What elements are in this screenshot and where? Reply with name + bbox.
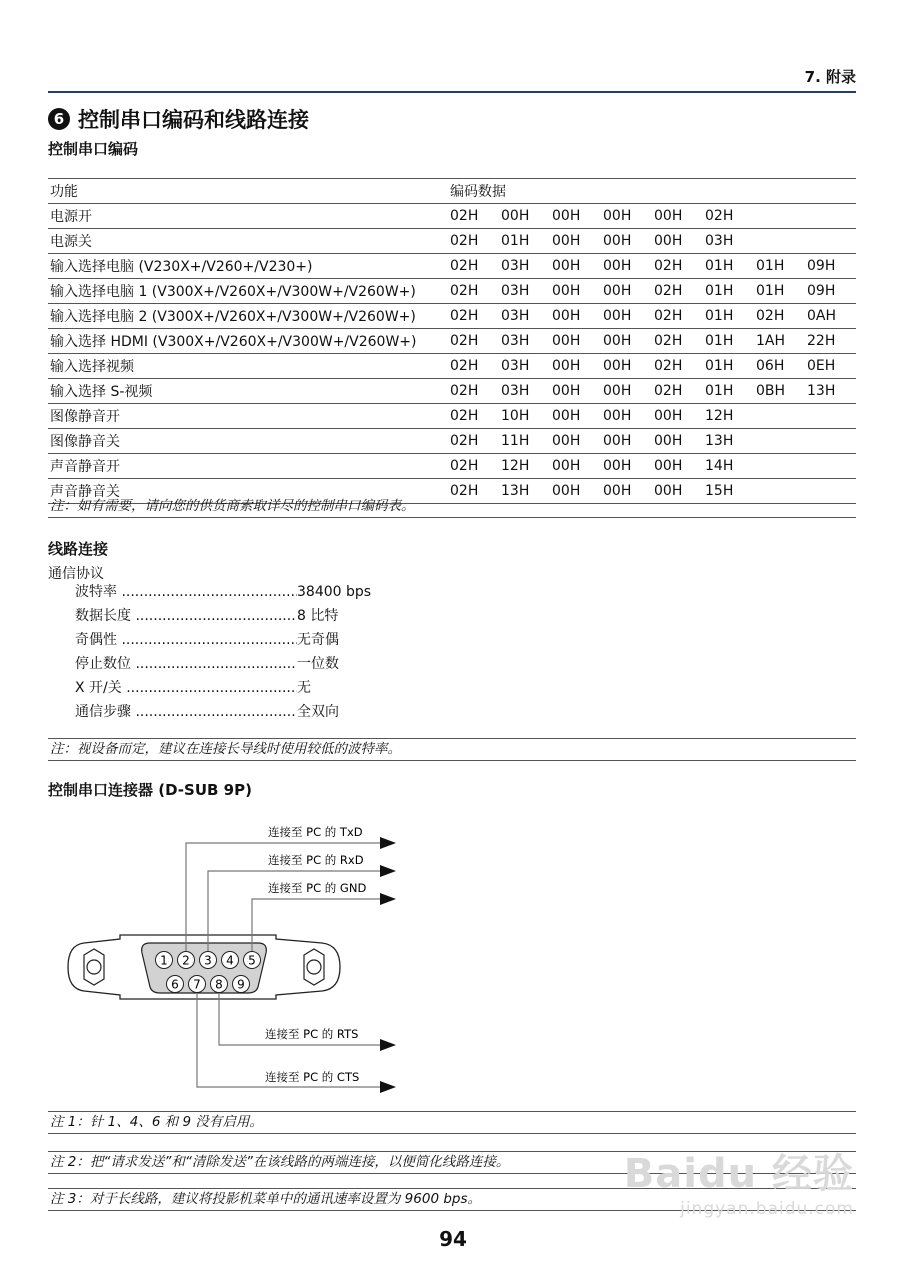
watermark-url: jingyan.baidu.com xyxy=(680,1199,854,1219)
svg-text:1: 1 xyxy=(160,953,168,968)
page-number: 94 xyxy=(439,1227,467,1251)
code-byte-cell: 01H xyxy=(703,279,754,304)
param-value: 8 比特 xyxy=(297,608,339,624)
code-byte-cell: 00H xyxy=(601,404,652,429)
codes-heading: 控制串口编码 xyxy=(48,140,139,158)
pin-2 xyxy=(178,952,195,969)
arrow-rxd-icon xyxy=(380,865,396,877)
section-header: 7. 附录 xyxy=(804,68,856,86)
table-row xyxy=(48,404,856,429)
code-byte-cell: 00H xyxy=(601,229,652,254)
pin-4 xyxy=(222,952,239,969)
function-cell: 输入选择视频 xyxy=(48,354,448,379)
code-byte-cell xyxy=(754,404,805,429)
code-byte-cell: 02H xyxy=(448,304,499,329)
label-gnd: 连接至 PC 的 GND xyxy=(268,881,367,895)
code-byte-cell: 03H xyxy=(499,254,550,279)
code-byte-cell: 0EH xyxy=(805,354,856,379)
code-byte-cell: 00H xyxy=(601,454,652,479)
code-byte-cell: 01H xyxy=(703,304,754,329)
code-byte-cell: 03H xyxy=(499,379,550,404)
svg-text:2: 2 xyxy=(182,953,190,968)
code-byte-cell: 1AH xyxy=(754,329,805,354)
pin-3 xyxy=(200,952,217,969)
baidu-watermark xyxy=(624,1142,854,1219)
code-byte-cell: 13H xyxy=(805,379,856,404)
code-byte-cell: 00H xyxy=(550,429,601,454)
code-byte-cell: 00H xyxy=(550,404,601,429)
code-byte-cell: 0AH xyxy=(805,304,856,329)
code-byte-cell: 00H xyxy=(550,204,601,229)
svg-text:9: 9 xyxy=(237,977,245,992)
code-byte-cell: 02H xyxy=(448,254,499,279)
protocol-param-row xyxy=(75,652,371,676)
code-byte-cell: 02H xyxy=(448,479,499,504)
code-byte-cell: 03H xyxy=(499,329,550,354)
code-byte-cell: 02H xyxy=(652,279,703,304)
pin-6 xyxy=(167,976,184,993)
code-byte-cell: 02H xyxy=(448,454,499,479)
code-byte-cell: 01H xyxy=(703,379,754,404)
codes-note: 注：如有需要，请向您的供货商索取详尽的控制串口编码表。 xyxy=(48,496,856,518)
function-cell: 声音静音开 xyxy=(48,454,448,479)
right-screw-hole xyxy=(307,960,321,974)
page-title xyxy=(48,104,309,134)
title-text: 控制串口编码和线路连接 xyxy=(78,108,309,132)
code-byte-cell: 15H xyxy=(703,479,754,504)
function-cell: 图像静音关 xyxy=(48,429,448,454)
code-byte-cell: 00H xyxy=(550,329,601,354)
code-byte-cell: 12H xyxy=(703,404,754,429)
table-row xyxy=(48,229,856,254)
code-byte-cell: 00H xyxy=(550,379,601,404)
protocol-label: 通信协议 xyxy=(48,566,104,582)
code-byte-cell: 02H xyxy=(652,304,703,329)
code-byte-cell: 00H xyxy=(499,204,550,229)
function-cell: 图像静音开 xyxy=(48,404,448,429)
code-byte-cell xyxy=(754,229,805,254)
param-value: 无奇偶 xyxy=(297,632,339,648)
function-cell: 电源开 xyxy=(48,204,448,229)
code-byte-cell: 00H xyxy=(601,354,652,379)
code-byte-cell: 02H xyxy=(754,304,805,329)
code-byte-cell: 00H xyxy=(601,379,652,404)
connector-note-3: 注 3：对于长线路，建议将投影机菜单中的通讯速率设置为 9600 bps。 xyxy=(48,1188,856,1211)
code-byte-cell: 02H xyxy=(448,429,499,454)
function-cell: 电源关 xyxy=(48,229,448,254)
code-byte-cell: 03H xyxy=(499,354,550,379)
code-byte-cell: 03H xyxy=(499,304,550,329)
column-header-function: 功能 xyxy=(48,179,448,204)
code-byte-cell: 03H xyxy=(703,229,754,254)
param-value: 全双向 xyxy=(297,704,339,720)
code-byte-cell: 00H xyxy=(601,204,652,229)
arrow-gnd-icon xyxy=(380,893,396,905)
code-byte-cell: 01H xyxy=(703,254,754,279)
table-row xyxy=(48,429,856,454)
table-header-row xyxy=(48,179,856,204)
code-byte-cell: 02H xyxy=(448,279,499,304)
left-screw-hole xyxy=(87,960,101,974)
code-byte-cell: 00H xyxy=(652,479,703,504)
line-heading: 线路连接 xyxy=(48,540,109,558)
code-byte-cell: 13H xyxy=(703,429,754,454)
code-byte-cell: 00H xyxy=(601,429,652,454)
param-key: 停止数位 ..... xyxy=(75,652,297,676)
control-codes-table xyxy=(48,178,856,504)
connector-heading: 控制串口连接器 (D-SUB 9P) xyxy=(48,781,252,799)
code-byte-cell: 01H xyxy=(754,279,805,304)
protocol-param-row xyxy=(75,580,371,604)
code-byte-cell xyxy=(754,454,805,479)
protocol-param-row xyxy=(75,700,371,724)
function-cell: 输入选择电脑 (V230X+/V260+/V230+) xyxy=(48,254,448,279)
code-byte-cell: 00H xyxy=(550,454,601,479)
code-byte-cell: 02H xyxy=(448,229,499,254)
code-byte-cell: 00H xyxy=(652,404,703,429)
code-byte-cell: 00H xyxy=(601,329,652,354)
table-row xyxy=(48,279,856,304)
code-byte-cell: 01H xyxy=(754,254,805,279)
label-rxd: 连接至 PC 的 RxD xyxy=(268,853,364,867)
watermark-brand: Baidu 经验 xyxy=(623,1151,854,1197)
pin-5 xyxy=(244,952,261,969)
code-byte-cell: 00H xyxy=(550,304,601,329)
code-byte-cell: 13H xyxy=(499,479,550,504)
svg-text:6: 6 xyxy=(171,977,179,992)
table-row xyxy=(48,354,856,379)
table-row xyxy=(48,379,856,404)
code-byte-cell: 00H xyxy=(550,354,601,379)
code-byte-cell: 00H xyxy=(601,479,652,504)
arrow-txd-icon xyxy=(380,837,396,849)
code-byte-cell: 01H xyxy=(703,354,754,379)
code-byte-cell: 10H xyxy=(499,404,550,429)
label-rts: 连接至 PC 的 RTS xyxy=(265,1027,359,1041)
code-byte-cell: 00H xyxy=(652,204,703,229)
code-byte-cell: 00H xyxy=(550,279,601,304)
code-byte-cell: 0BH xyxy=(754,379,805,404)
function-cell: 输入选择 S-视频 xyxy=(48,379,448,404)
svg-text:3: 3 xyxy=(204,953,212,968)
code-byte-cell xyxy=(805,429,856,454)
param-key: 波特率 ..... xyxy=(75,580,297,604)
code-byte-cell: 09H xyxy=(805,279,856,304)
code-byte-cell: 02H xyxy=(448,204,499,229)
code-byte-cell: 00H xyxy=(652,229,703,254)
table-row xyxy=(48,254,856,279)
code-byte-cell: 06H xyxy=(754,354,805,379)
code-byte-cell: 00H xyxy=(601,254,652,279)
code-byte-cell: 01H xyxy=(499,229,550,254)
arrow-rts-icon xyxy=(380,1039,396,1051)
connector-note-1: 注 1：针 1、4、6 和 9 没有启用。 xyxy=(48,1111,856,1134)
code-byte-cell: 01H xyxy=(703,329,754,354)
code-byte-cell: 00H xyxy=(652,454,703,479)
connector-note-2: 注 2：把“请求发送”和“清除发送”在该线路的两端连接，以便简化线路连接。 xyxy=(48,1151,856,1174)
line-note: 注：视设备而定，建议在连接长导线时使用较低的波特率。 xyxy=(48,738,856,761)
code-byte-cell: 14H xyxy=(703,454,754,479)
param-key: X 开/关 ..... xyxy=(75,676,297,700)
code-byte-cell: 00H xyxy=(601,304,652,329)
function-cell: 输入选择 HDMI (V300X+/V260X+/V300W+/V260W+) xyxy=(48,329,448,354)
protocol-param-row xyxy=(75,676,371,700)
code-byte-cell: 00H xyxy=(601,279,652,304)
header-rule xyxy=(48,91,856,93)
code-byte-cell: 02H xyxy=(448,379,499,404)
pin-8 xyxy=(211,976,228,993)
param-value: 一位数 xyxy=(297,656,339,672)
protocol-param-row xyxy=(75,628,371,652)
code-byte-cell: 00H xyxy=(652,429,703,454)
protocol-params xyxy=(75,580,371,724)
arrow-cts-icon xyxy=(380,1081,396,1093)
table-row xyxy=(48,304,856,329)
pin-9 xyxy=(233,976,250,993)
code-byte-cell: 02H xyxy=(448,404,499,429)
code-byte-cell: 02H xyxy=(652,329,703,354)
pin-7 xyxy=(189,976,206,993)
param-value: 38400 bps xyxy=(297,584,372,600)
code-byte-cell: 02H xyxy=(652,354,703,379)
code-byte-cell xyxy=(805,404,856,429)
label-cts: 连接至 PC 的 CTS xyxy=(265,1070,360,1084)
label-txd: 连接至 PC 的 TxD xyxy=(268,825,363,839)
code-byte-cell: 03H xyxy=(499,279,550,304)
function-cell: 输入选择电脑 2 (V300X+/V260X+/V300W+/V260W+) xyxy=(48,304,448,329)
table-row xyxy=(48,454,856,479)
svg-text:8: 8 xyxy=(215,977,223,992)
code-byte-cell: 11H xyxy=(499,429,550,454)
svg-text:5: 5 xyxy=(248,953,256,968)
code-byte-cell xyxy=(754,204,805,229)
code-byte-cell xyxy=(805,229,856,254)
code-byte-cell: 02H xyxy=(652,379,703,404)
svg-text:7: 7 xyxy=(193,977,201,992)
code-byte-cell: 02H xyxy=(652,254,703,279)
protocol-param-row xyxy=(75,604,371,628)
code-byte-cell: 02H xyxy=(448,354,499,379)
svg-text:4: 4 xyxy=(226,953,234,968)
param-key: 奇偶性 ..... xyxy=(75,628,297,652)
param-key: 数据长度 ..... xyxy=(75,604,297,628)
param-value: 无 xyxy=(297,680,311,696)
pin-1 xyxy=(156,952,173,969)
code-byte-cell xyxy=(805,204,856,229)
code-byte-cell: 12H xyxy=(499,454,550,479)
code-byte-cell: 09H xyxy=(805,254,856,279)
title-number-badge: 6 xyxy=(48,108,70,130)
table-row xyxy=(48,329,856,354)
code-byte-cell: 02H xyxy=(448,329,499,354)
table-row xyxy=(48,204,856,229)
column-header-code-data: 编码数据 xyxy=(448,179,856,204)
function-cell: 声音静音关 xyxy=(48,479,448,504)
dsub9-connector-diagram xyxy=(60,815,420,1100)
code-byte-cell: 00H xyxy=(550,479,601,504)
code-byte-cell: 00H xyxy=(550,254,601,279)
code-byte-cell xyxy=(754,429,805,454)
code-byte-cell xyxy=(805,454,856,479)
param-key: 通信步骤 ..... xyxy=(75,700,297,724)
code-byte-cell: 00H xyxy=(550,229,601,254)
code-byte-cell: 22H xyxy=(805,329,856,354)
function-cell: 输入选择电脑 1 (V300X+/V260X+/V300W+/V260W+) xyxy=(48,279,448,304)
code-byte-cell: 02H xyxy=(703,204,754,229)
